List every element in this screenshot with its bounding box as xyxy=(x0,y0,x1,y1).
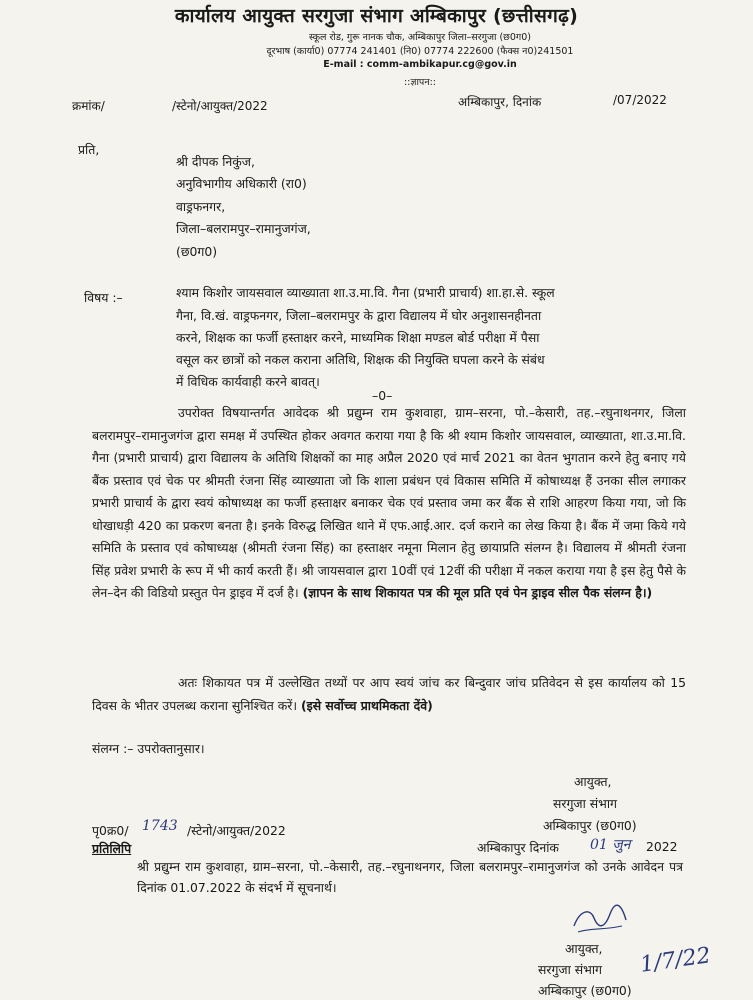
separator-mark: –0– xyxy=(372,388,393,403)
body-paragraph-2 xyxy=(92,672,686,717)
enclosure-note: (ज्ञापन के साथ शिकायत पत्र की मूल प्रति एवं पेन ड्राइव सील पैक संलग्न है।) xyxy=(302,585,653,600)
copy-text: श्री प्रद्युम्न राम कुशवाहा, ग्राम–सरना, पो.–केसारी, तह.–रघुनाथनगर, जिला बलरामपुर–रामानुजगंज को उनके आवेदन पत्र दिनांक 01.07.2022 के संदर्भ में सूचनार्थ। xyxy=(137,859,683,895)
endorsement-year: 2022 xyxy=(646,839,678,854)
handwritten-endorsement-date: 01 जुन xyxy=(590,837,631,853)
ref-number: /स्टेनो/आयुक्त/2022 xyxy=(172,99,268,113)
signatory-division-2: सरगुजा संभाग xyxy=(538,962,603,977)
signatory-title: आयुक्त, xyxy=(574,774,612,789)
office-address: स्कूल रोड, गुरू नानक चौक, अम्बिकापुर जिला–सरगुजा (छ0ग0) xyxy=(309,32,531,43)
signatory-division: सरगुजा संभाग xyxy=(553,796,618,811)
addressee-name: श्री दीपक निकुंज, xyxy=(176,154,255,169)
copy-label: प्रतिलिपि xyxy=(92,841,132,856)
endorsement-ref: /स्टेनो/आयुक्त/2022 xyxy=(187,823,286,838)
priority-note: (इसे सर्वोच्च प्राथमिकता देंवे) xyxy=(300,697,433,713)
office-email: E-mail : comm-ambikapur.cg@gov.in xyxy=(323,59,517,70)
body-paragraph-2-text: अतः शिकायत पत्र में उल्लेखित तथ्यों पर आप स्वयं जांच कर बिन्दुवार जांच प्रतिवेदन से इस कार्यालय को 15 दिवस के भीतर उपलब्ध कराना सुनिश्चित करें। xyxy=(92,675,686,713)
kramank-label: क्रमांक/ xyxy=(72,99,105,113)
office-phones: दूरभाष (कार्या0) 07774 241401 (नि0) 07774 222600 (फैक्स न0)241501 xyxy=(266,46,574,57)
office-title: कार्यालय आयुक्त सरगुजा संभाग अम्बिकापुर (छत्तीसगढ़) xyxy=(174,5,579,27)
addressee-place: वाड्रफनगर, xyxy=(176,199,226,214)
endorsement-place-date: अम्बिकापुर दिनांक xyxy=(477,840,559,855)
subject-line: श्याम किशोर जायसवाल व्याख्याता शा.उ.मा.वि. गैना (प्रभारी प्राचार्य) शा.हा.से. स्कूल xyxy=(176,285,555,300)
prati-label: प्रति, xyxy=(78,142,100,157)
ref-date: /07/2022 xyxy=(613,93,667,107)
enclosure-line: संलग्न :– उपरोक्तानुसार। xyxy=(92,741,205,756)
subject-line: करने, शिक्षक का फर्जी हस्ताक्षर करने, माध्यमिक शिक्षा मण्डल बोर्ड परीक्षा में पैसा xyxy=(176,330,540,345)
subject-label: विषय :– xyxy=(84,290,123,305)
addressee-district: जिला–बलरामपुर–रामानुजगंज, xyxy=(176,221,311,236)
memo-label: ::ज्ञापन:: xyxy=(403,77,437,88)
body-paragraph-1-text: उपरोक्त विषयान्तर्गत आवेदक श्री प्रद्युम्न राम कुशवाहा, ग्राम–सरना, पो.–केसारी, तह.–रघुनाथनगर, जिला बलरामपुर–रामानुजगंज द्वारा समक्ष में उपस्थित होकर अवगत कराया गया है कि श्री श्याम किशोर जायसवाल, व्याख्याता, शा.उ.मा.वि. गैना (प्रभारी प्राचार्य) द्वारा विद्यालय के अतिथि शिक्षकों का माह अप्रैल 2020 एवं मार्च 2021 का वेतन भुगतान करने हेतु बनाए गये बैंक प्रस्ताव एवं चेक पर श्रीमती रंजना सिंह व्याख्याता जो कि शाला प्रबंधन एवं विकास समिति में कोषाध्यक्ष हैं उनका सील लगाकर प्रभारी प्राचार्य के द्वारा स्वयं कोषाध्यक्ष का फर्जी हस्ताक्षर बनाकर चेक एवं प्रस्ताव जमा कर बैंक से राशि आहरण किया गया, जो कि धोखाधड़ी 420 का प्रकरण बनता है। इनके विरुद्ध लिखित थाने में एफ.आई.आर. दर्ज कराने का लेख किया है। बैंक में जमा किये गये समिति के प्रस्ताव एवं कोषाध्यक्ष (श्रीमती रंजना सिंह) का हस्ताक्षर नमूना मिलान हेतु छायाप्रति संलग्न है। विद्यालय में श्रीमती रंजना सिंह प्रवेश प्रभारी के रूप में भी कार्य करती हैं। श्री जायसवाल द्वारा 10वीं एवं 12वीं की परीक्षा में नकल कराया गया है इस हेतु पैसे के लेन–देन की विडियो प्रस्तुत पेन ड्राइव में दर्ज है। xyxy=(92,405,686,600)
signatory-place-2: अम्बिकापुर (छ0ग0) xyxy=(538,983,632,998)
place-date-label: अम्बिकापुर, दिनांक xyxy=(458,95,542,109)
subject-line: गैना, वि.खं. वाड्रफनगर, जिला–बलरामपुर के द्वारा विद्यालय में घोर अनुशासनहीनता xyxy=(176,308,542,323)
addressee-state: (छ0ग0) xyxy=(176,244,218,259)
handwritten-endorsement-number: 1743 xyxy=(142,818,178,834)
body-paragraph-1 xyxy=(92,402,686,605)
subject-line: वसूल कर छात्रों को नकल कराना अतिथि, शिक्षक की नियुक्ति घपला करने के संबंध xyxy=(176,352,545,367)
handwritten-sign-date: 1/7/22 xyxy=(638,943,713,978)
signatory-place: अम्बिकापुर (छ0ग0) xyxy=(543,818,637,833)
handwritten-signature xyxy=(570,900,630,940)
subject-line: में विधिक कार्यवाही करने बावत्। xyxy=(176,374,320,389)
signatory-title-2: आयुक्त, xyxy=(565,941,603,956)
addressee-designation: अनुविभागीय अधिकारी (रा0) xyxy=(176,176,307,191)
endorsement-prefix: पृ0क्र0/ xyxy=(92,823,129,838)
